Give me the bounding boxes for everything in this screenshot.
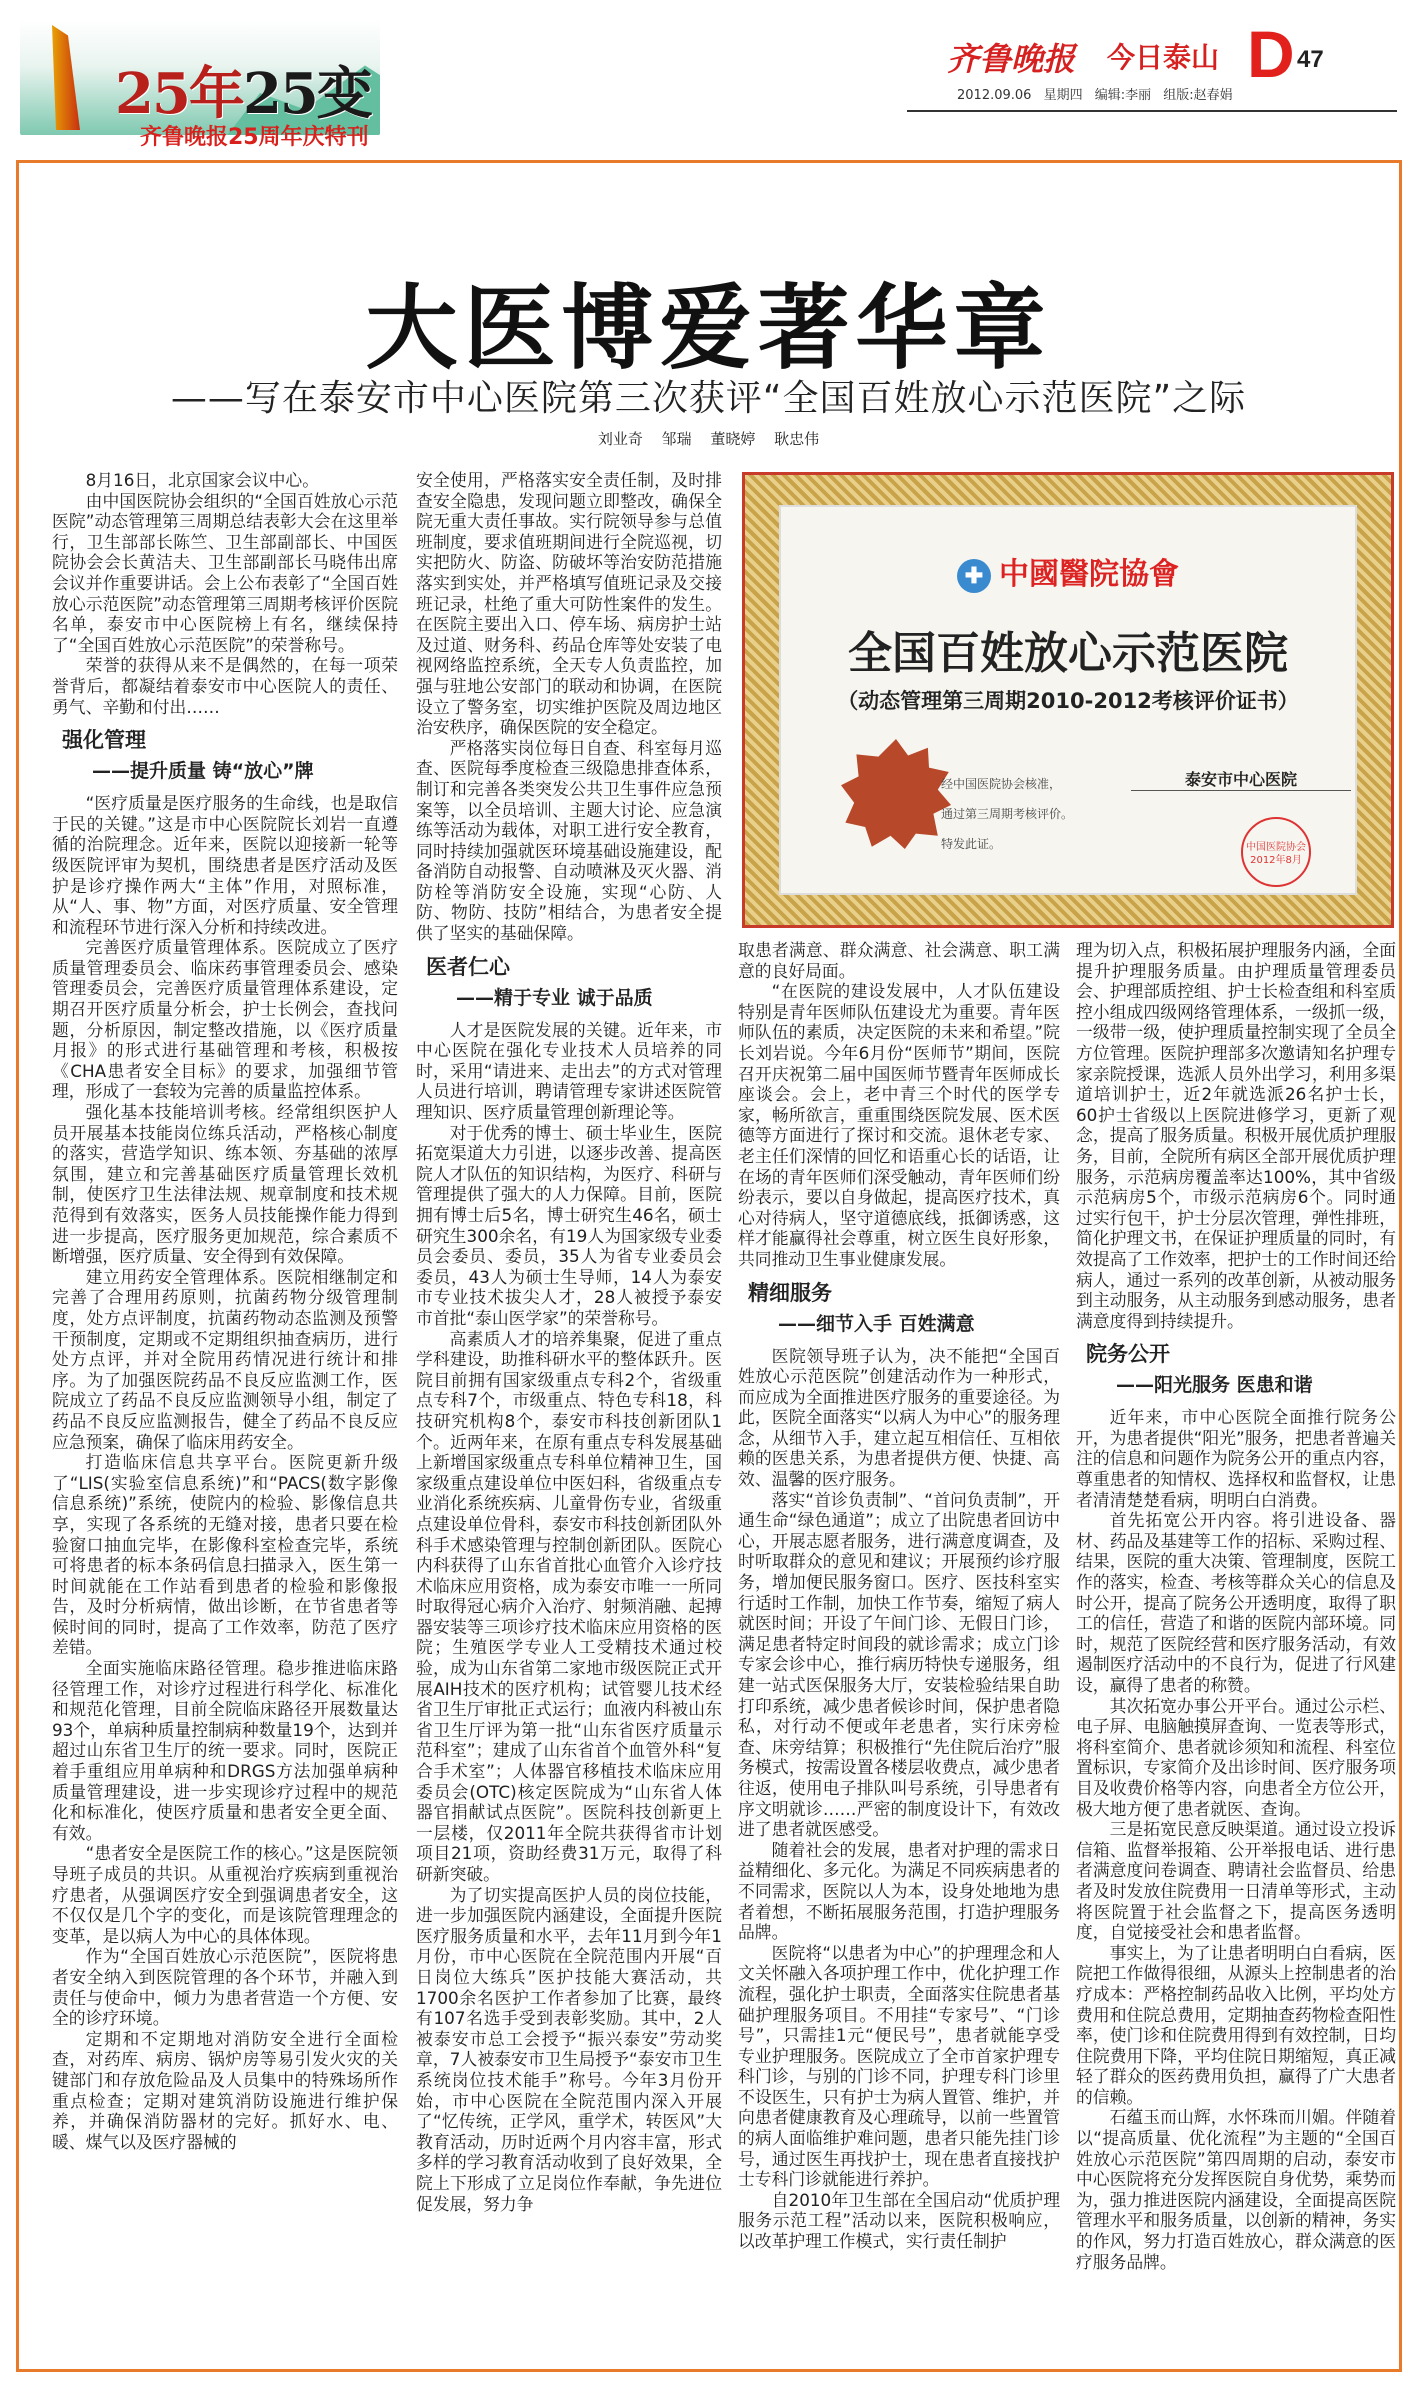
certificate-title: 全国百姓放心示范医院: [848, 628, 1288, 679]
dateline: 2012.09.06 星期四 编辑:李丽 组版:赵春娟: [957, 88, 1233, 103]
text-column-4: [1076, 940, 1396, 2365]
text-column-3: [738, 940, 1060, 2365]
body-paragraph: 严格落实岗位每日自查、科室每月巡查、医院每季度检查三级隐患排查体系，制订和完善各类突发公共卫生事件应急预案等，以全员培训、主题大讨论、应急演练等活动为载体，对职工进行安全教育，同时持续加强就医环境基础设施建设，配备消防自动报警、自动喷淋及灭火器、消防栓等消防安全设施，实现“心防、人防、物防、技防”相结合，为患者安全提供了坚实的基础保障。: [416, 737, 722, 944]
page-number: 47: [1297, 46, 1324, 73]
body-paragraph: 近年来，市中心医院全面推行院务公开，为患者提供“阳光”服务，把患者普遍关注的信息和问题作为院务公开的重点内容，尊重患者的知情权、选择权和监督权，让患者清清楚楚看病，明明白白消费。: [1076, 1407, 1396, 1510]
body-paragraph: 石蕴玉而山辉，水怀珠而川媚。伴随着以“提高质量、优化流程”为主题的“全国百姓放心示范医院”第四周期的启动，泰安市中心医院将充分发挥医院自身优势，乘势而为，强力推进医院内涵建设，全面提高医院管理水平和服务质量，以创新的精神，务实的作风，努力打造百姓放心，群众满意的医疗服务品牌。: [1076, 2107, 1396, 2272]
body-paragraph: 全面实施临床路径管理。稳步推进临床路径管理工作，对诊疗过程进行科学化、标准化和规范化管理，目前全院临床路径开展数量达93个，单病种质量控制病种数量19个，达到并超过山东省卫生厅的统一要求。同时，医院正着手重组应用单病种和DRGS方法加强单病种质量管理建设，进一步实现诊疗过程中的规范化和标准化，使医疗质量和患者安全更全面、有效。: [52, 1658, 398, 1843]
body-paragraph: 建立用药安全管理体系。医院相继制定和完善了合理用药原则，抗菌药物分级管理制度，处方点评制度，抗菌药物动态监测及预警干预制度，定期或不定期组织抽查病历，进行处方点评，并对全院用药情况进行统计和排序。为了加强医院药品不良反应监测工作，医院成立了药品不良反应监测领导小组，制定了药品不良反应监测报告，健全了药品不良反应应急预案，确保了临床用药安全。: [52, 1266, 398, 1452]
body-paragraph: 医院领导班子认为，决不能把“全国百姓放心示范医院”创建活动作为一种形式，而应成为全面推进医疗服务的重要途径。为此，医院全面落实“以病人为中心”的服务理念，从细节入手，建立起互相信任、互相依赖的医患关系，为患者提供方便、快捷、高效、温馨的医疗服务。: [738, 1345, 1060, 1490]
body-paragraph: 8月16日，北京国家会议中心。: [85, 470, 319, 490]
body-paragraph: 理为切入点，积极拓展护理服务内涵，全面提升护理服务质量。由护理质量管理委员会、护理部质控组、护士长检查组和科室质控小组成四级网络管理体系，一级抓一级，一级带一级，使护理质量控制实现了全员全方位管理。医院护理部多次邀请知名护理专家亲院授课，选派人员外出学习，利用多渠道培训护士，近2年就选派26名护士长，60护士省级以上医院进修学习，更新了观念，提高了服务质量。积极开展优质护理服务，目前，全院所有病区全部开展优质护理服务，示范病房覆盖率达100%，其中省级示范病房5个，市级示范病房6个。同时通过实行包干，护士分层次管理，弹性排班，简化护理文书，在保证护理质量的同时，有效提高了工作效率，把护士的工作时间还给病人，通过一系列的改革创新，从被动服务到主动服务，从主动服务到感动服务，患者满意度得到持续提升。: [1076, 940, 1396, 1331]
certificate-org-text: 中國醫院協會: [999, 557, 1179, 592]
body-paragraph: 强化基本技能培训考核。经常组织医护人员开展基本技能岗位练兵活动，严格核心制度的落实，营造学知识、练本领、夯基础的浓厚氛围，建立和完善基础医疗质量管理长效机制，使医疗卫生法律法规、规章制度和技术规范得到有效落实，医务人员技能操作能力得到进一步提高，医疗服务更加规范，综合素质不断增强，医疗质量、安全得到有效保障。: [52, 1102, 398, 1267]
body-paragraph: 落实“首诊负责制”、“首问负责制”，开通生命“绿色通道”；成立了出院患者回访中心，开展志愿者服务，进行满意度调查，及时听取群众的意见和建议；开展预约诊疗服务，增加便民服务窗口。医疗、医技科室实行适时工作制，加快工作节奏，缩短了病人就医时间；开设了午间门诊、无假日门诊，满足患者特定时间段的就诊需求；成立门诊专家会诊中心，推行病历特快专递服务，组建一站式医保服务大厅，安装检验结果自助打印系统，减少患者候诊时间，保护患者隐私，对行动不便或年老患者，实行床旁检查、床旁结算；积极推行“先住院后治疗”服务模式，按需设置各楼层收费点，减少患者往返，使用电子排队叫号系统，引导患者有序文明就诊……严密的制度设计下，有效改进了患者就医感受。: [738, 1489, 1060, 1840]
body-paragraph: 作为“全国百姓放心示范医院”，医院将患者安全纳入到医院管理的各个环节，并融入到责任与使命中，倾力为患者营造一个方便、安全的诊疗环境。: [52, 1946, 398, 2029]
body-paragraph: 由中国医院协会组织的“全国百姓放心示范医院”动态管理第三周期总结表彰大会在这里举行，卫生部部长陈竺、卫生部副部长、中国医院协会会长黄洁夫、卫生部副部长马晓伟出席会议并作重要讲话。会上公布表彰了“全国百姓放心示范医院”动态管理第三周期考核评价医院名单，泰安市中心医院榜上有名，继续保持了“全国百姓放心示范医院”的荣誉称号。: [52, 490, 398, 655]
subtitle: ——写在泰安市中心医院第三次获评“全国百姓放心示范医院”之际: [170, 378, 1247, 419]
body-paragraph: 随着社会的发展，患者对护理的需求日益精细化、多元化。为满足不同疾病患者的不同需求，医院以人为本，设身处地地为患者着想，不断拓展服务范围，打造护理服务品牌。: [738, 1839, 1060, 1943]
certificate-subtitle: （动态管理第三周期2010-2012考核评价证书）: [837, 689, 1299, 713]
body-paragraph: 对于优秀的博士、硕士毕业生，医院拓宽渠道大力引进，以逐步改善、提高医院人才队伍的知识结构，为医疗、科研与管理提供了强大的人力保障。目前，医院拥有博士后5名，博士研究生46名，硕士研究生300余名，有19人为国家级专业委员会委员、委员，35人为省专业委员会委员，43人为硕士生导师，14人为泰安市专业技术拔尖人才，28人被授予泰安市首批“泰山医学家”的荣誉称号。: [416, 1122, 722, 1328]
certificate-line: 通过第三周期考核评价。: [941, 807, 1074, 821]
text-column-1: [52, 470, 398, 2365]
banner-title: [115, 50, 371, 130]
certificate-org: [781, 549, 1355, 593]
certificate-line: 特发此证。: [941, 837, 1002, 851]
section-subheading: ——精于专业 诚于品质: [456, 986, 653, 1009]
body-paragraph: “患者安全是医院工作的核心。”这是医院领导班子成员的共识。从重视治疗疾病到重视治疗患者，从强调医疗安全到强调患者安全，这不仅仅是几个字的变化，而是该院管理理念的变革，是以病人为中心的具体体现。: [52, 1843, 398, 1946]
body-paragraph: 事实上，为了让患者明明白白看病，医院把工作做得很细，从源头上控制患者的治疗成本：严格控制药品收入比例，平均处方费用和住院总费用，定期抽查药物检查阳性率，使门诊和住院费用得到有效控制，日均住院费用下降，平均住院日期缩短，真正减轻了群众的医药费用负担，赢得了广大患者的信赖。: [1076, 1942, 1396, 2107]
body-paragraph: 医院将“以患者为中心”的护理理念和人文关怀融入各项护理工作中，优化护理工作流程，强化护士职责，全面落实住院患者基础护理服务项目。不用挂“专家号”、“门诊号”，只需挂1元“便民号”，患者就能享受专业护理服务。医院成立了全市首家护理专科门诊，与别的门诊不同，护理专科门诊里不设医生，只有护士为病人置管、维护，并向患者健康教育及心理疏导，以前一些置管的病人面临维护难问题，患者只能先挂门诊号，通过医生再找护士，现在患者直接找护士专科门诊就能进行养护。: [738, 1942, 1060, 2190]
body-paragraph: 定期和不定期地对消防安全进行全面检查，对药库、病房、锅炉房等易引发火灾的关键部门和存放危险品及人员集中的特殊场所作重点检查；定期对建筑消防设施进行维护保养，并确保消防器材的完好。抓好水、电、暖、煤气以及医疗器械的: [52, 2028, 398, 2152]
section-subheading: ——提升质量 铸“放心”牌: [92, 760, 314, 783]
certificate-line: 经中国医院协会核准，: [941, 777, 1062, 791]
body-paragraph: 其次拓宽办事公开平台。通过公示栏、电子屏、电脑触摸屏查询、一览表等形式，将科室简介、患者就诊须知和流程、科室位置标识，专家简介及出诊时间、医疗服务项目及收费价格等内容，向患者全方位公开，极大地方便了患者就医、查询。: [1076, 1695, 1396, 1819]
section-heading: 强化管理: [62, 728, 146, 753]
headline: 大医博爱著华章: [365, 275, 1052, 382]
section-letter: D: [1247, 17, 1295, 91]
body-paragraph: 荣誉的获得从来不是偶然的，在每一项荣誉背后，都凝结着泰安市中心医院人的责任、勇气、辛勤和付出……: [52, 655, 398, 717]
body-paragraph: 三是拓宽民意反映渠道。通过设立投诉信箱、监督举报箱、公开举报电话、进行患者满意度问卷调查、聘请社会监督员、给患者及时发放住院费用一日清单等形式，主动将医院置于社会监督之下，提高医务透明度，自觉接受社会和患者监督。: [1076, 1819, 1396, 1943]
certificate-text: [941, 769, 1073, 859]
body-paragraph: “医疗质量是医疗服务的生命线，也是取信于民的关键。”这是市中心医院院长刘岩一直遵循的治院理念。近年来，医院以迎接新一轮等级医院评审为契机，围绕患者是医疗活动及医护是诊疗操作两大“主体”作用，对照标准，从“人、事、物”方面，对医疗质量、安全管理和流程环节进行深入分析和持续改进。: [52, 793, 398, 937]
section-heading: 医者仁心: [426, 954, 510, 979]
body-paragraph: 人才是医院发展的关键。近年来，市中心医院在强化专业技术人员培养的同时，采用“请进来、走出去”的方式对管理人员进行培训，聘请管理专家讲述医院管理知识、医疗质量管理创新理论等。: [416, 1019, 722, 1123]
banner-title-a: 25年: [115, 61, 243, 127]
anniversary-banner: [20, 20, 380, 135]
body-paragraph: 完善医疗质量管理体系。医院成立了医疗质量管理委员会、临床药事管理委员会、感染管理委员会，完善医疗质量管理体系建设，定期召开医疗质量分析会，护士长例会，查找问题，分析原因，制定整改措施，以《医疗质量月报》的形式进行基础管理和考核，积极按《CHA患者安全目标》的要求，加强细节管理，形成了一套较为完善的质量监控体系。: [52, 937, 398, 1102]
body-paragraph: 安全使用，严格落实安全责任制，及时排查安全隐患，发现问题立即整改，确保全院无重大责任事故。实行院领导参与总值班制度，要求值班期间进行全院巡视，切实把防火、防盗、防破坏等治安防范措施落实到实处，并严格填写值班记录及交接班记录，杜绝了重大可防性案件的发生。在医院主要出入口、停车场、病房护士站及过道、财务科、药品仓库等处安装了电视网络监控系统，全天专人负责监控，加强与驻地公安部门的联动和协调，在医院设立了警务室，切实维护医院及周边地区治安秩序，确保医院的安全稳定。: [416, 470, 722, 738]
masthead: [907, 17, 1397, 112]
torch-graphic: [40, 25, 80, 130]
seal-stamp: 中国医院协会 2012年8月: [1241, 817, 1311, 887]
special-edition-label: 齐鲁晚报25周年庆特刊: [140, 125, 369, 150]
emblem-icon: [841, 739, 951, 849]
body-paragraph: “在医院的建设发展中，人才队伍建设特别是青年医师队伍建设尤为重要。青年医师队伍的素质，决定医院的未来和希望。”院长刘岩说。今年6月份“医师节”期间，医院召开庆祝第二届中国医师节暨青年医师成长座谈会。会上，老中青三个时代的医学专家，畅所欲言，重重围绕医院发展、医术医德等方面进行了探讨和交流。退休老专家、老主任们深情的回忆和语重心长的话语，让在场的青年医师们深受触动，青年医师们纷纷表示，要以自身做起，提高医疗技术，真心对待病人，坚守道德底线，抵御诱惑，这样才能赢得社会尊重，树立医生良好形象，共同推动卫生事业健康发展。: [738, 981, 1060, 1269]
red-cross-logo-icon: ✚: [957, 559, 991, 593]
section-subheading: ——细节入手 百姓满意: [778, 1312, 975, 1335]
byline: 刘业奇 邹瑞 董晓婷 耿忠伟: [597, 430, 820, 448]
body-paragraph: 高素质人才的培养集聚，促进了重点学科建设，助推科研水平的整体跃升。医院目前拥有国家级重点专科2个，省级重点专科7个，市级重点、特色专科18，科技研究机构8个，泰安市科技创新团队1个。近两年来，在原有重点专科发展基础上新增国家级重点专科单位精神卫生，国家级重点建设单位中医妇科，省级重点专业消化系统疾病、儿童骨伤专业，省级重点建设单位骨科，泰安市科技创新团队外科手术感染管理与控制创新团队。医院心内科获得了山东省首批心血管介入诊疗技术临床应用资格，成为泰安市唯一一所同时取得冠心病介入治疗、射频消融、起搏器安装等三项诊疗技术临床应用资格的医院；生殖医学专业人工受精技术通过校验，成为山东省第二家地市级医院正式开展AIH技术的医疗机构；试管婴儿技术经省卫生厅审批正式运行；血液内科被山东省卫生厅评为第一批“山东省医疗质量示范科室”；建成了山东省首个血管外科“复合手术室”；人体器官移植技术临床应用委员会(OTC)核定医院成为“山东省人体器官捐献试点医院”。医院科技创新更上一层楼，仅2011年全院共获得省市计划项目21项，资助经费31万元，取得了科研新突破。: [416, 1328, 722, 1884]
text-column-2: [416, 470, 722, 2365]
body-paragraph: 首先拓宽公开内容。将引进设备、器材、药品及基建等工作的招标、采购过程、结果，医院的重大决策、管理制度，医院工作的落实，检查、考核等群众关心的信息及时公开，提高了院务公开透明度，取得了职工的信任，营造了和谐的医院内部环境。同时，规范了医院经营和医疗服务活动，有效遏制医疗活动中的不良行为，促进了行风建设，赢得了患者的称赞。: [1076, 1510, 1396, 1695]
section-subheading: ——阳光服务 医患和谐: [1116, 1374, 1313, 1397]
section-name: 今日泰山: [1107, 41, 1220, 74]
certificate-photo: [742, 472, 1394, 928]
body-paragraph: 为了切实提高医护人员的岗位技能，进一步加强医院内涵建设，全面提升医院医疗服务质量和水平，去年11月到今年1月份，市中心医院在全院范围内开展“百日岗位大练兵”医护技能大赛活动，共1700余名医护工作者参加了比赛，最终有107名选手受到表彰奖励。其中，2人被泰安市总工会授予“振兴泰安”劳动奖章，7人被泰安市卫生局授予“泰安市卫生系统岗位技术能手”称号。今年3月份开始，市中心医院在全院范围内深入开展了“忆传统，正学风，重学术，转医风”大教育活动，历时近两个月内容丰富，形式多样的学习教育活动收到了良好效果，全院上下形成了立足岗位作奉献，争先进位促发展，努力争: [416, 1884, 722, 2214]
body-paragraph: 打造临床信息共享平台。医院更新升级了“LIS(实验室信息系统)”和“PACS(数字影像信息系统)”系统，使院内的检验、影像信息共享，实现了各系统的无缝对接，患者只要在检验窗口抽血完毕，在影像科室检查完毕，系统可将患者的标本条码信息扫描录入，医生第一时间就能在工作站看到患者的检验和影像报告，及时分析病情，做出诊断，在节省患者等候时间的同时，提高了工作效率，防范了医疗差错。: [52, 1452, 398, 1658]
certificate-hospital: 泰安市中心医院: [1131, 767, 1351, 791]
newspaper-name: 齐鲁晚报: [947, 40, 1076, 78]
section-heading: 精细服务: [748, 1280, 832, 1305]
body-paragraph: 取患者满意、群众满意、社会满意、职工满意的良好局面。: [738, 940, 1060, 981]
section-heading: 院务公开: [1086, 1342, 1170, 1367]
banner-title-b: 25变: [242, 61, 371, 127]
body-paragraph: 自2010年卫生部在全国启动“优质护理服务示范工程”活动以来，医院积极响应，以改革护理工作模式，实行责任制护: [738, 2189, 1060, 2252]
